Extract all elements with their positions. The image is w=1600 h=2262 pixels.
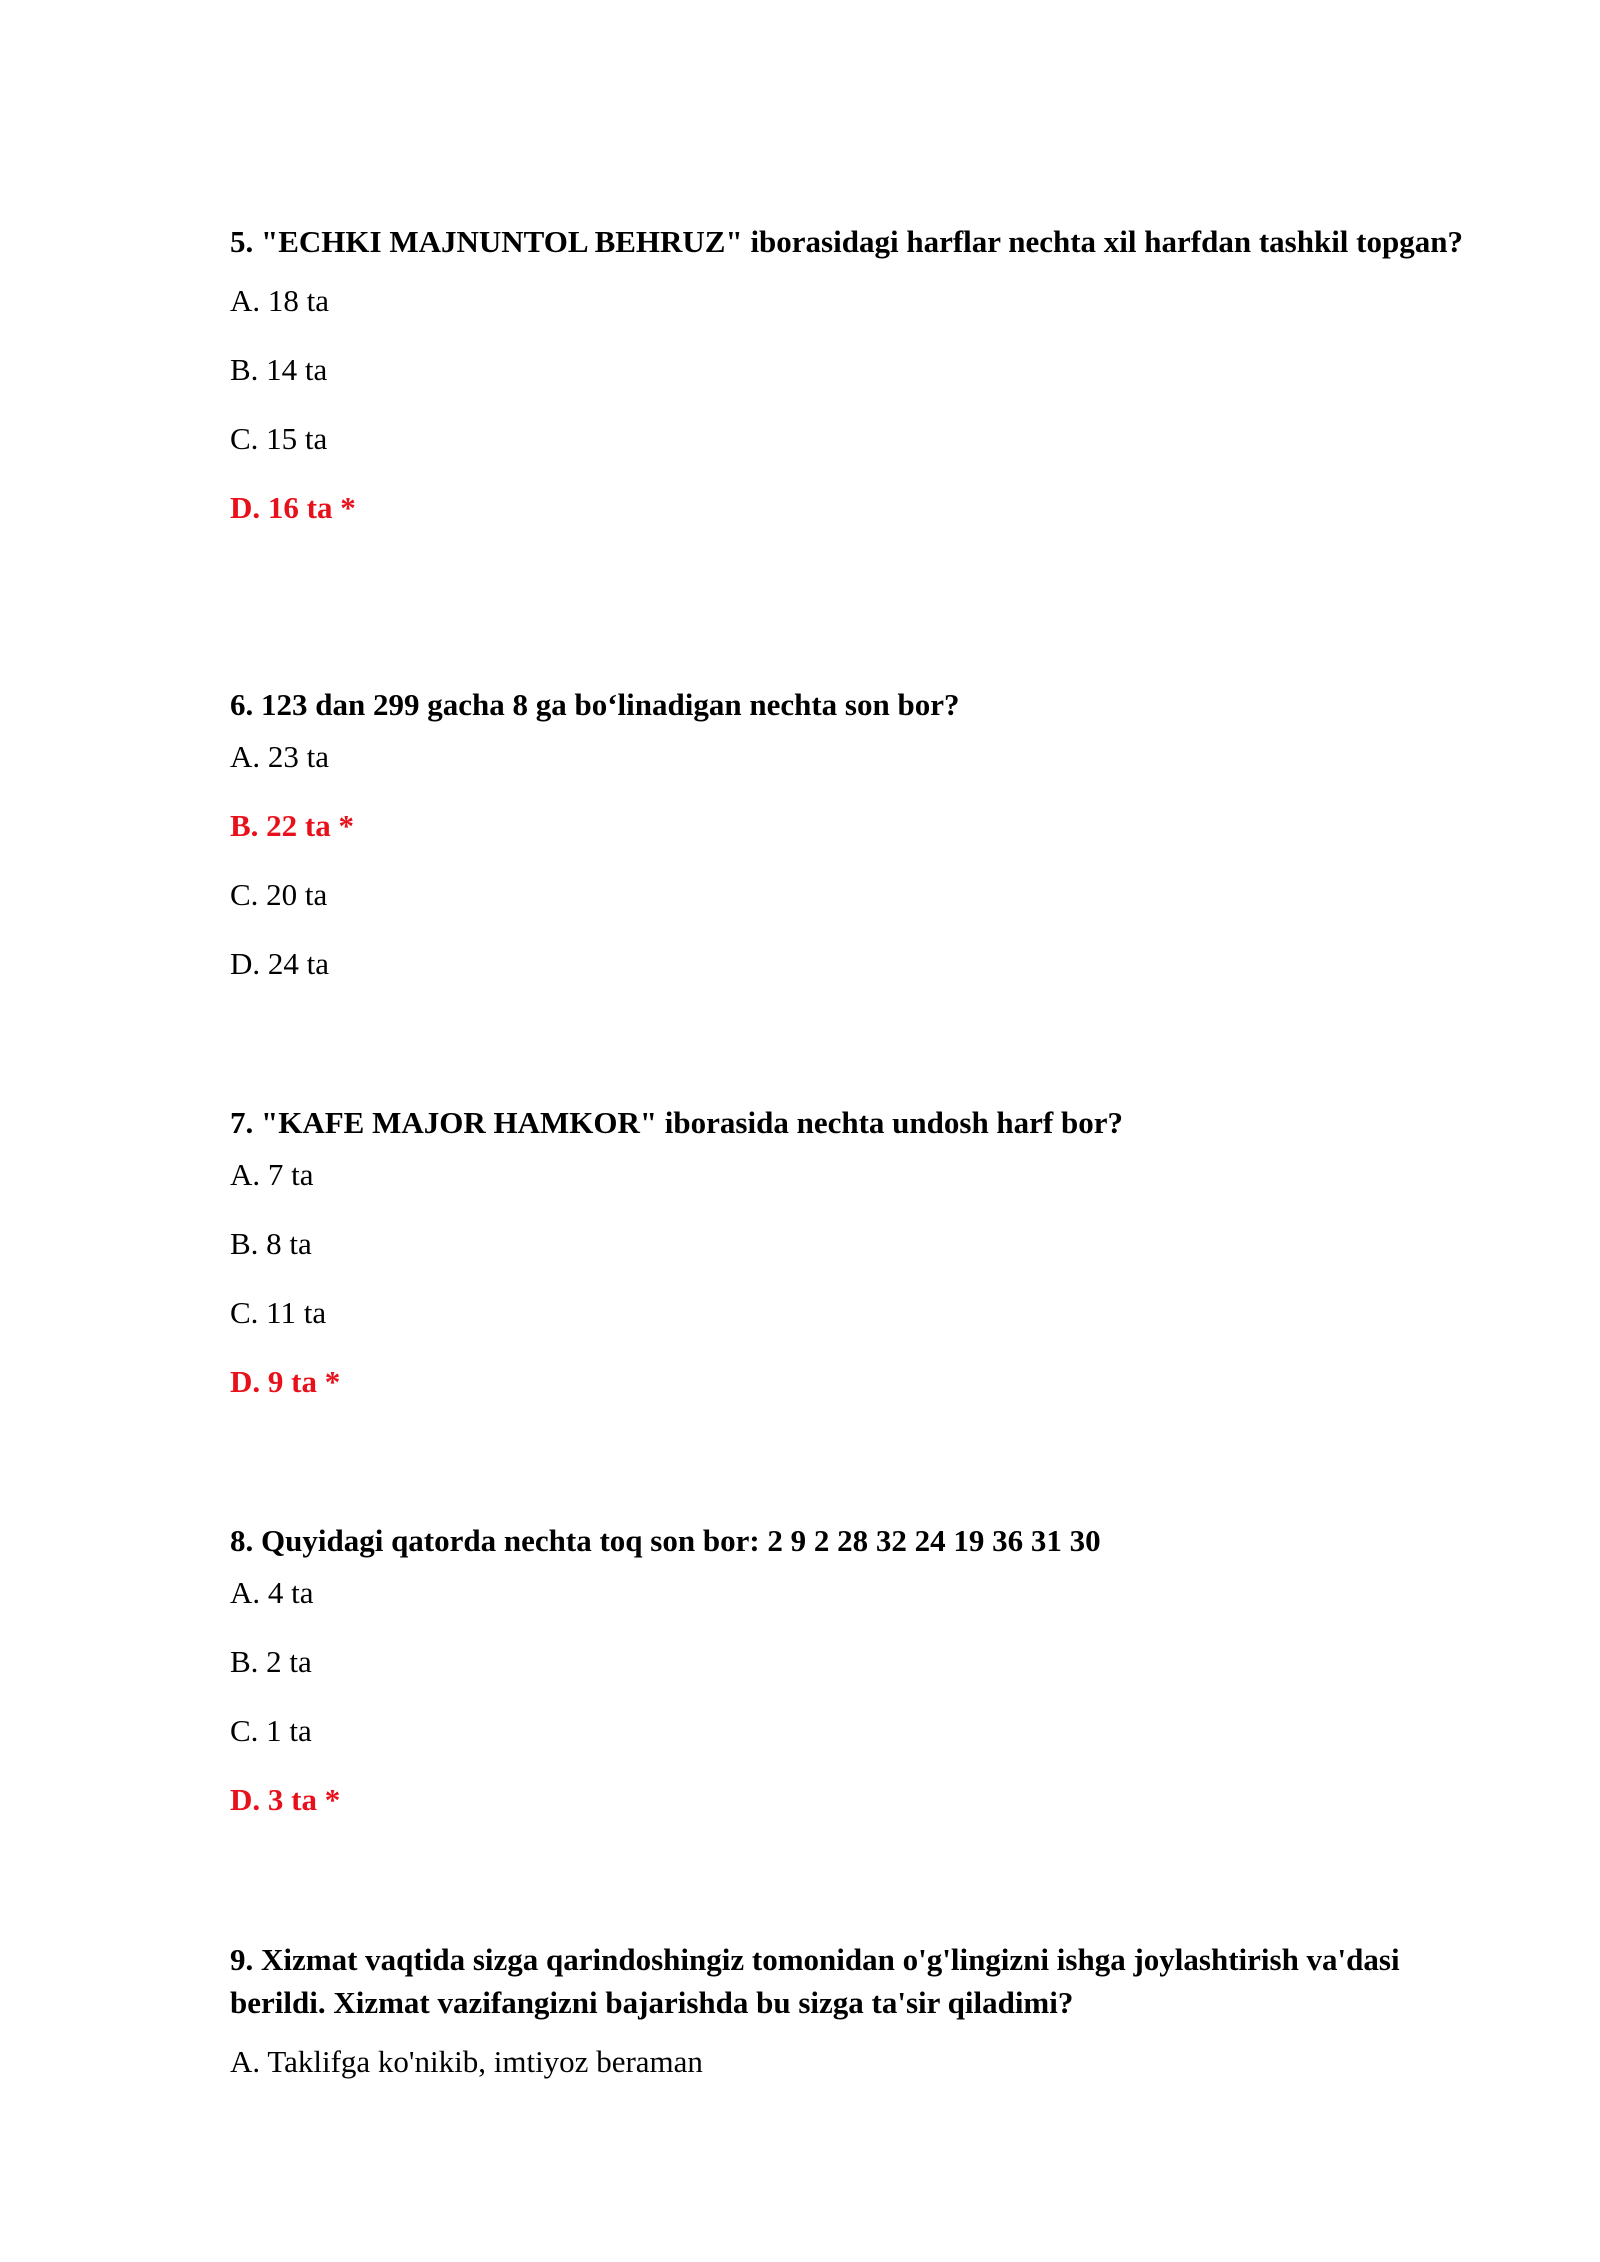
option-c: C. 20 ta bbox=[230, 877, 328, 912]
option-a: A. 4 ta bbox=[230, 1575, 314, 1610]
option-b: B. 2 ta bbox=[230, 1644, 312, 1679]
question-text: 5. "ECHKI MAJNUNTOL BEHRUZ" iborasidagi harflar nechta xil harfdan tashkil topgan? bbox=[230, 224, 1463, 259]
option-c: C. 15 ta bbox=[230, 421, 328, 456]
option-a: A. 7 ta bbox=[230, 1157, 314, 1192]
question-9 bbox=[230, 1938, 1470, 2079]
option-b: B. 8 ta bbox=[230, 1226, 312, 1261]
question-7 bbox=[230, 1101, 1470, 1399]
option-c: C. 1 ta bbox=[230, 1713, 312, 1748]
option-d-correct: D. 16 ta * bbox=[230, 490, 356, 525]
question-text: 7. "KAFE MAJOR HAMKOR" iborasida nechta undosh harf bor? bbox=[230, 1105, 1124, 1140]
option-a: A. 23 ta bbox=[230, 739, 330, 774]
question-8 bbox=[230, 1519, 1470, 1817]
option-d-correct: D. 3 ta * bbox=[230, 1782, 341, 1817]
question-text: 6. 123 dan 299 gacha 8 ga bo‘linadigan nechta son bor? bbox=[230, 687, 960, 722]
option-b-correct: B. 22 ta * bbox=[230, 808, 354, 843]
question-text: 8. Quyidagi qatorda nechta toq son bor: 2 9 2 28 32 24 19 36 31 30 bbox=[230, 1523, 1101, 1558]
option-d: D. 24 ta bbox=[230, 946, 330, 981]
question-5 bbox=[230, 220, 1470, 525]
option-a: A. Taklifga ko'nikib, imtiyoz beraman bbox=[230, 2044, 703, 2079]
option-d-correct: D. 9 ta * bbox=[230, 1364, 341, 1399]
question-text: 9. Xizmat vaqtida sizga qarindoshingiz tomonidan o'g'lingizni ishga joylashtirish va'dasi berildi. Xizmat vazifangizni bajarishda bu sizga ta'sir qiladimi? bbox=[230, 1942, 1400, 2020]
option-a: A. 18 ta bbox=[230, 283, 330, 318]
option-b: B. 14 ta bbox=[230, 352, 328, 387]
option-c: C. 11 ta bbox=[230, 1295, 327, 1330]
question-6 bbox=[230, 683, 1470, 981]
